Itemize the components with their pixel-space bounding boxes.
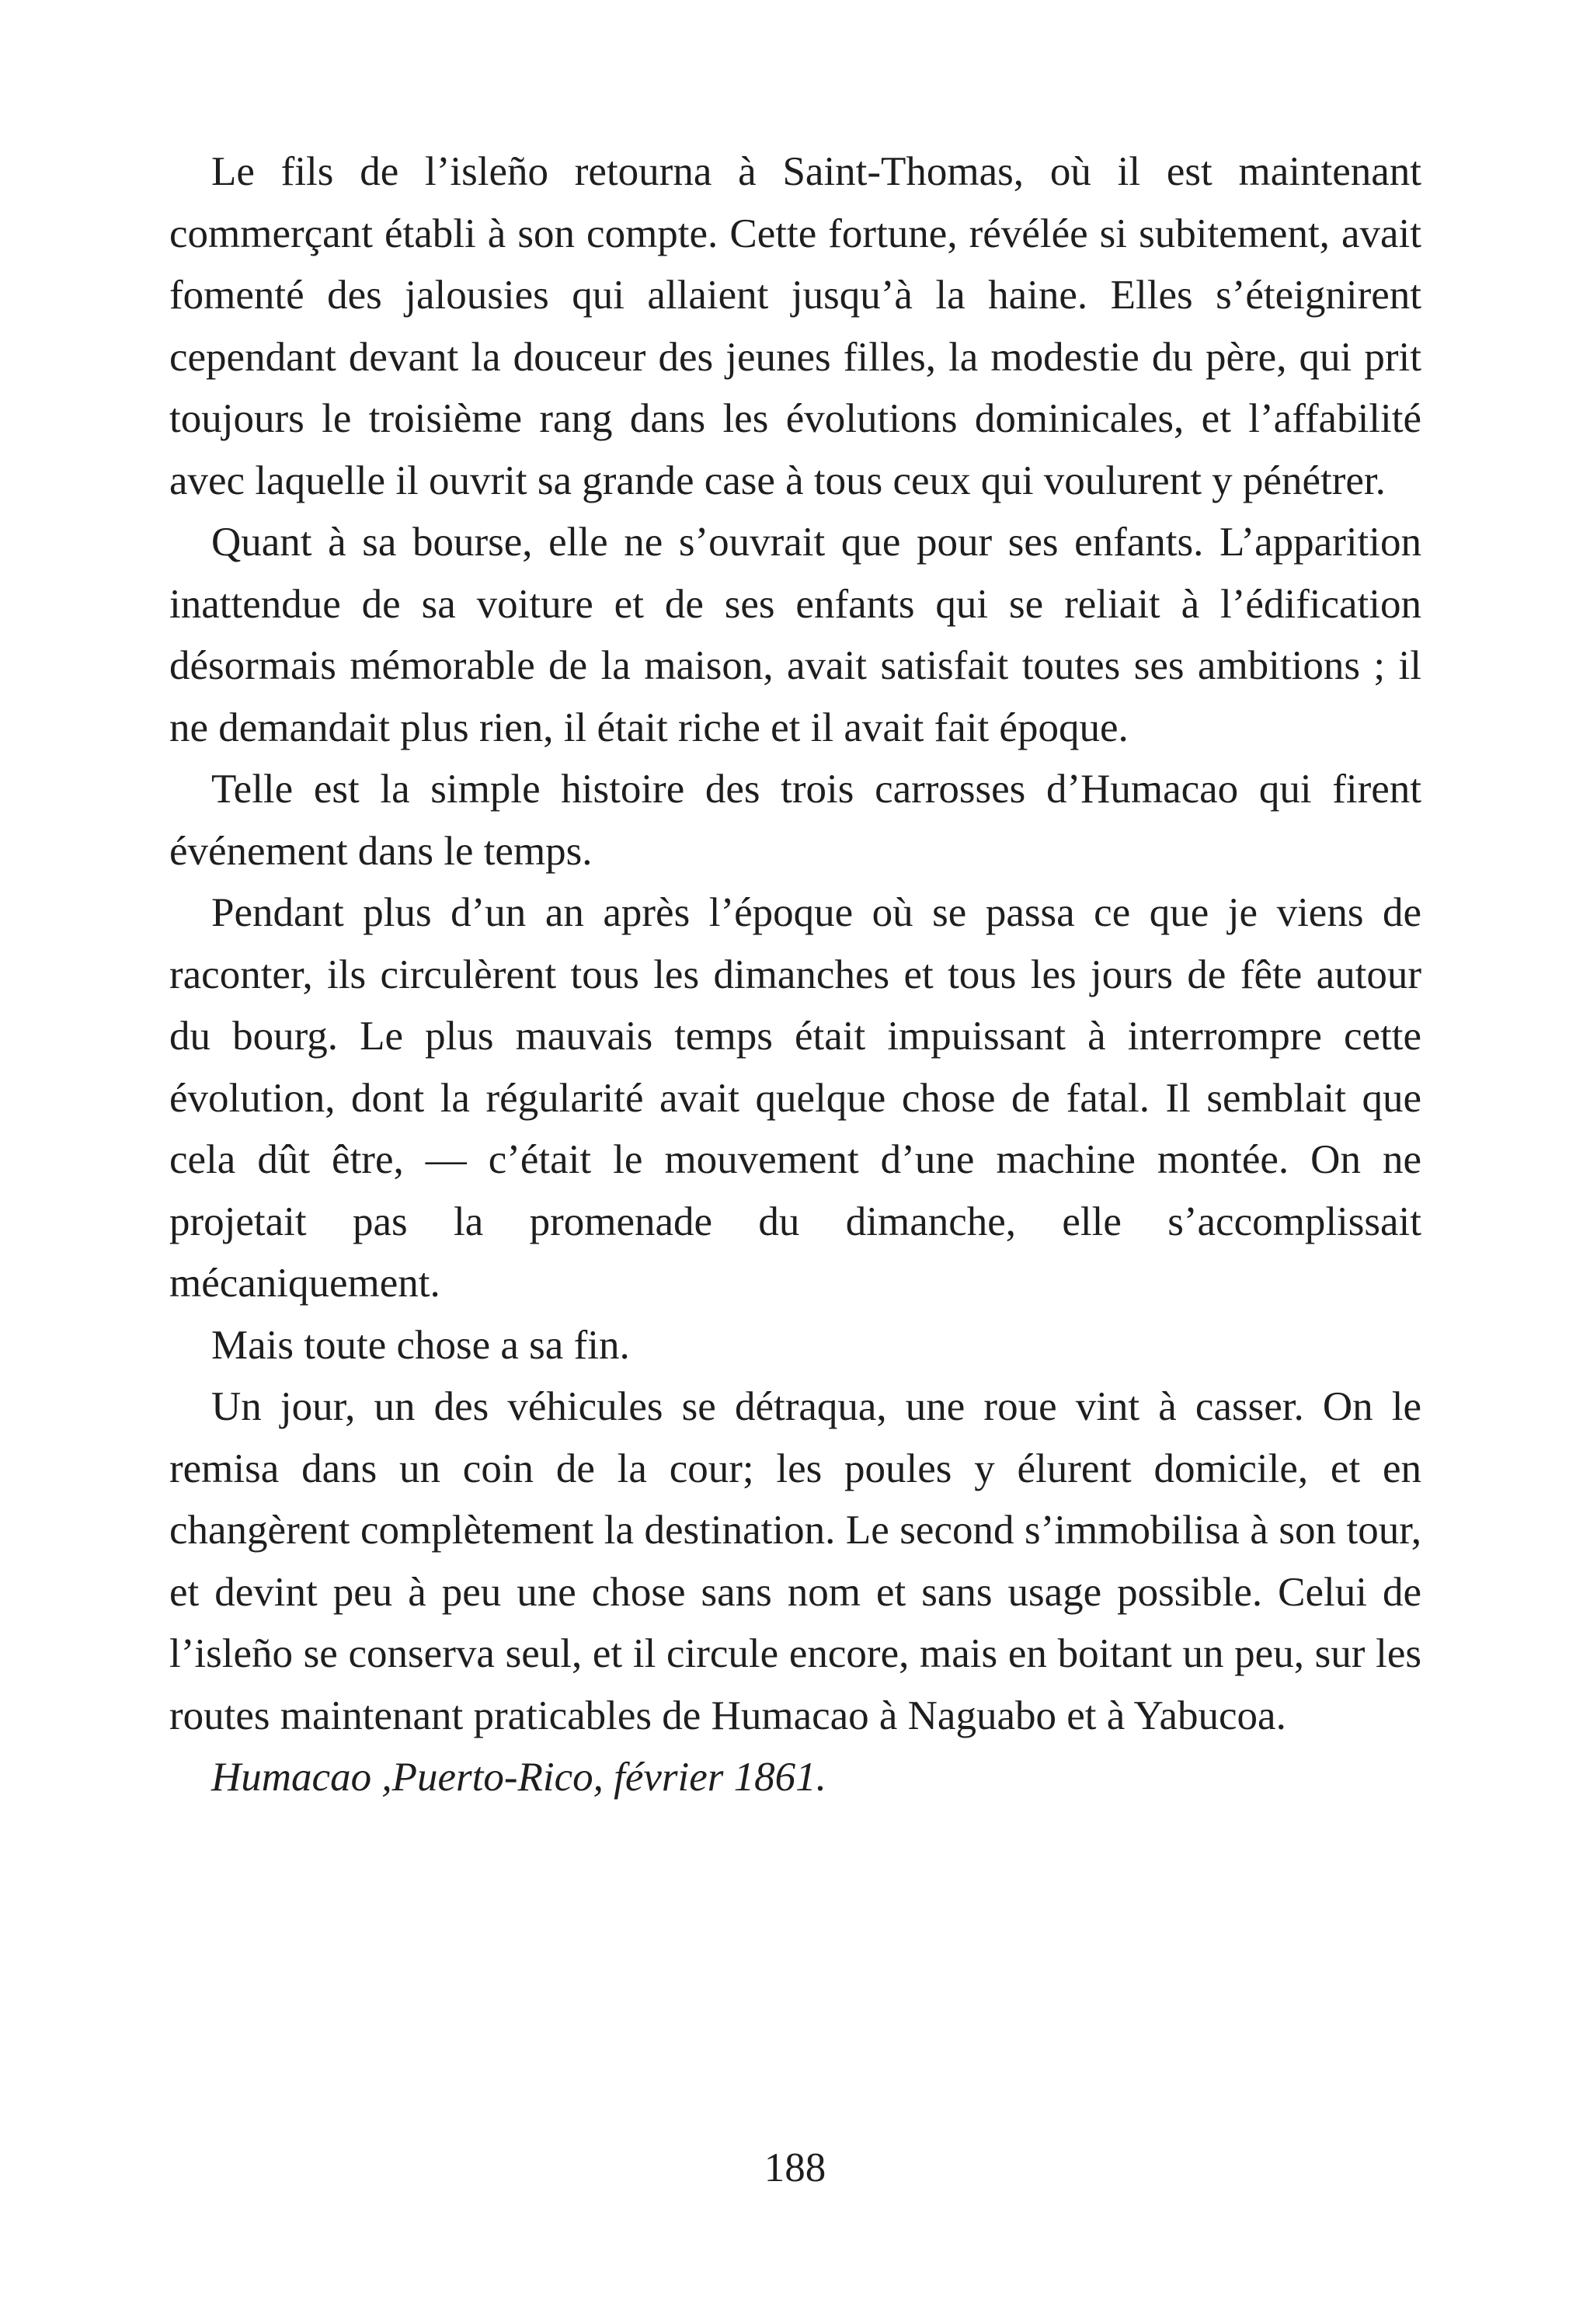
paragraph-6: Un jour, un des véhicules se détraqua, une roue vint à casser. On le remisa dans un coin de la cour; les poules y élurent domicile, et en changèrent complètement la destination. Le second s’immobilisa à son tour, et devint peu à peu une chose sans nom et sans usage possible. Celui de l’isleño se conserva seul, et il circule encore, mais en boitant un peu, sur les routes maintenant praticables de Humacao à Naguabo et à Yabucoa. <box>169 1384 1421 1738</box>
paragraph-5: Mais toute chose a sa fin. <box>211 1322 630 1368</box>
paragraph-1: Le fils de l’isleño retourna à Saint-Thomas, où il est maintenant commerçant établi à son compte. Cette fortune, révélée si subitement, avait fomenté des jalousies qui allaient jusqu’à la haine. Elles s’éteignirent cependant devant la douceur des jeunes filles, la modestie du père, qui prit toujours le troisième rang dans les évolutions dominicales, et l’affabilité avec laquelle il ouvrit sa grande case à tous ceux qui voulurent y pénétrer. <box>169 149 1421 503</box>
paragraph-3: Telle est la simple histoire des trois carrosses d’Humacao qui firent événement dans le temps. <box>169 767 1421 874</box>
place-date-signature: Humacao ,Puerto-Rico, février 1861. <box>211 1755 826 1800</box>
body-text <box>169 141 1421 1809</box>
paragraph-2: Quant à sa bourse, elle ne s’ouvrait que pour ses enfants. L’apparition inattendue de sa voiture et de ses enfants qui se reliait à l’édification désormais mémorable de la maison, avait satisfait toutes ses ambitions ; il ne demandait plus rien, il était riche et il avait fait époque. <box>169 520 1421 750</box>
page-number: 188 <box>764 2145 826 2190</box>
paragraph-4: Pendant plus d’un an après l’époque où se passa ce que je viens de raconter, ils circulèrent tous les dimanches et tous les jours de fête autour du bourg. Le plus mauvais temps était impuissant à interrompre cette évolution, dont la régularité avait quelque chose de fatal. Il semblait que cela dût être, — c’était le mouvement d’une machine montée. On ne projetait pas la promenade du dimanche, elle s’accomplissait mécaniquement. <box>169 890 1421 1306</box>
